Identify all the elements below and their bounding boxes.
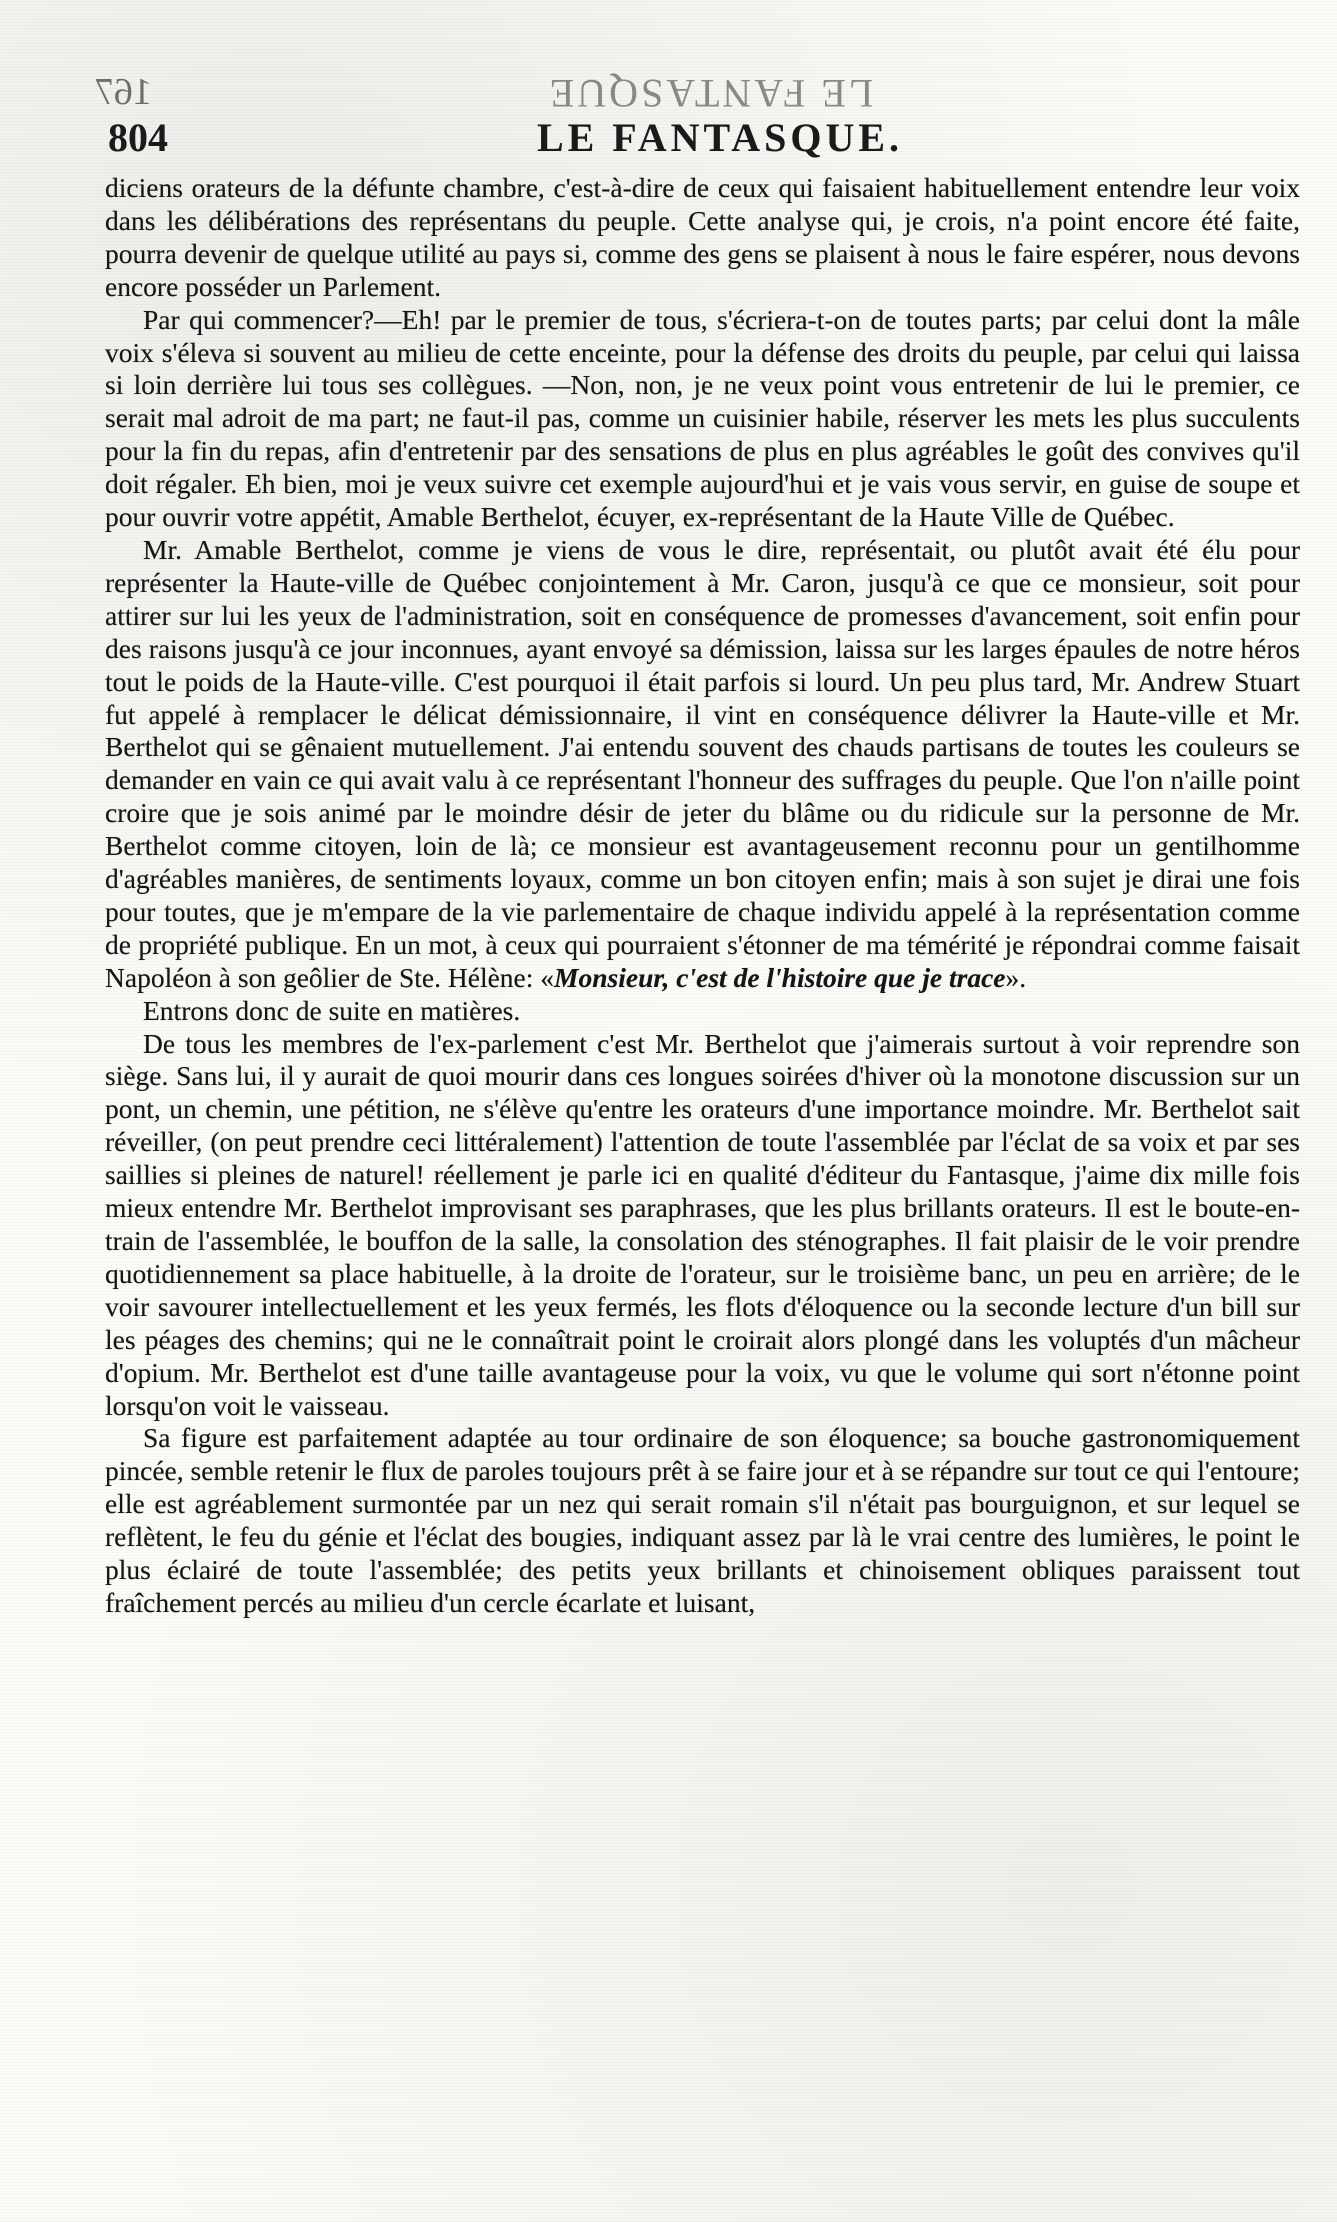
page-header [0, 70, 1337, 160]
paragraph [105, 534, 1300, 995]
paragraph [105, 172, 1300, 304]
paragraph-text: diciens orateurs de la défunte chambre, c'est-à-dire de ceux qui faisaient habituellement entendre leur voix dans les délibérations des représentans du peuple. Cette analyse qui, je crois, n'a point encore été faite, pourra devenir de quelque utilité au pays si, comme des gens se plaisent à nous le faire espérer, nous devons encore posséder un Parlement. [105, 172, 1300, 302]
paragraph [105, 1422, 1300, 1619]
paragraph [105, 995, 1300, 1028]
paragraph-tail: ». [1005, 961, 1027, 993]
page-number: 804 [108, 115, 168, 160]
paragraph-text: Entrons donc de suite en matières. [143, 994, 521, 1026]
paragraph [105, 304, 1300, 534]
paragraph [105, 1028, 1300, 1423]
bleed-through-title: LE FANTASQUE [546, 71, 874, 116]
paragraph-text: De tous les membres de l'ex-parlement c'est Mr. Berthelot que j'aimerais surtout à voir reprendre son siège. Sans lui, il y aurait de quoi mourir dans ces longues soirées d'hiver où la monotone discussion sur un pont, un chemin, une pétition, ne s'élève qu'entre les orateurs d'une importance moindre. Mr. Berthelot sait réveiller, (on peut prendre ceci littéralement) l'attention de toute l'assemblée par l'éclat de sa voix et par ses saillies si pleines de naturel! réellement je parle ici en qualité d'éditeur du Fantasque, j'aime dix mille fois mieux entendre Mr. Berthelot improvisant ses paraphrases, que les plus brillants orateurs. Il est le boute-en-train de l'assemblée, le bouffon de la salle, la consolation des sténographes. Il fait plaisir de le voir prendre quotidiennement sa place habituelle, à la droite de l'orateur, sur le troisième banc, un peu en arrière; de le voir savourer intellectuellement et les yeux fermés, les flots d'éloquence ou la seconde lecture d'un bill sur les péages des chemins; qui ne le connaîtrait point le croirait alors plongé dans les voluptés d'un mâcheur d'opium. Mr. Berthelot est d'une taille avantageuse pour la voix, vu que le volume qui sort n'étonne point lorsqu'on voit le vaisseau. [105, 1027, 1300, 1421]
bleed-through-page-number: 167 [95, 71, 152, 113]
article-body [105, 172, 1300, 1620]
running-title: LE FANTASQUE. [536, 115, 904, 160]
paragraph-text: Par qui commencer?—Eh! par le premier de tous, s'écriera-t-on de toutes parts; par celui dont la mâle voix s'éleva si souvent au milieu de cette enceinte, pour la défense des droits du peuple, par celui qui laissa si loin derrière lui tous ses collègues. —Non, non, je ne veux point vous entretenir de lui le premier, ce serait mal adroit de ma part; ne faut-il pas, comme un cuisinier habile, réserver les mets les plus succulents pour la fin du repas, afin d'entretenir par des sensations de plus en plus agréables le goût des convives qu'il doit régaler. Eh bien, moi je veux suivre cet exemple aujourd'hui et je vais vous servir, en guise de soupe et pour ouvrir votre appétit, Amable Berthelot, écuyer, ex-représentant de la Haute Ville de Québec. [105, 303, 1300, 533]
paragraph-text: Sa figure est parfaitement adaptée au tour ordinaire de son éloquence; sa bouche gastronomiquement pincée, semble retenir le flux de paroles toujours prêt à se faire jour et à se répandre sur tout ce qui l'entoure; elle est agréablement surmontée par un nez qui serait romain s'il n'était pas bourguignon, et sur lequel se reflètent, le feu du génie et l'éclat des bougies, indiquant assez par là le vrai centre des lumières, le point le plus éclairé de toute l'assemblée; des petits yeux brillants et chinoisement obliques paraissent tout fraîchement percés au milieu d'un cercle écarlate et luisant, [105, 1422, 1300, 1618]
quote-italic: Monsieur, c'est de l'histoire que je trace [554, 961, 1006, 993]
paragraph-text: Mr. Amable Berthelot, comme je viens de vous le dire, représentait, ou plutôt avait été élu pour représenter la Haute-ville de Québec conjointement à Mr. Caron, jusqu'à ce que ce monsieur, soit pour attirer sur lui les yeux de l'administration, soit en conséquence de promesses d'avancement, soit enfin pour des raisons jusqu'à ce jour inconnues, ayant envoyé sa démission, laissa sur les larges épaules de notre héros tout le poids de la Haute-ville. C'est pourquoi il était parfois si lourd. Un peu plus tard, Mr. Andrew Stuart fut appelé à remplacer le délicat démissionnaire, il vint en conséquence délivrer la Haute-ville et Mr. Berthelot qui se gênaient mutuellement. J'ai entendu souvent des chauds partisans de toutes les couleurs se demander en vain ce qui avait valu à ce représentant l'honneur des suffrages du peuple. Que l'on n'aille point croire que je sois animé par le moindre désir de jeter du blâme ou du ridicule sur la personne de Mr. Berthelot comme citoyen, loin de là; ce monsieur est avantageusement reconnu pour un gentilhomme d'agréables manières, de sentiments loyaux, comme un bon citoyen enfin; mais à son sujet je dirai une fois pour toutes, que je m'empare de la vie parlementaire de chaque individu appelé à la représentation comme de propriété publique. En un mot, à ceux qui pourraient s'étonner de ma témérité je répondrai comme faisait Napoléon à son geôlier de Ste. Hélène: « [105, 533, 1300, 993]
